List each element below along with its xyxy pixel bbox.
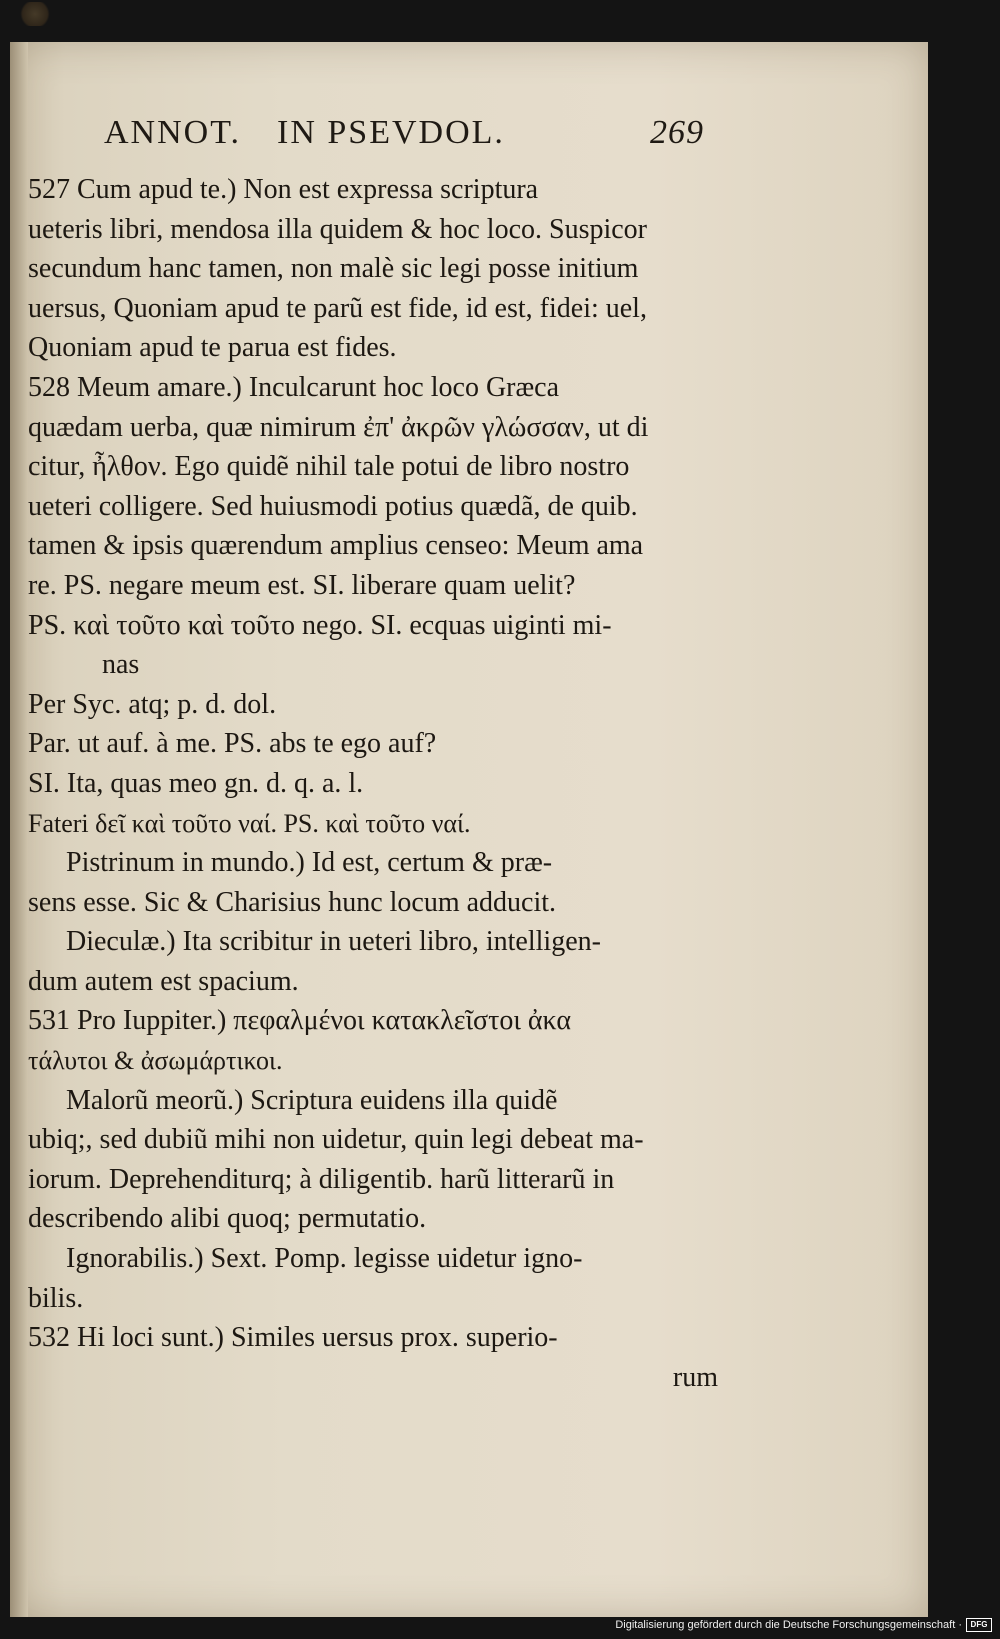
text-line: ueteri colligere. Sed huiusmodi potius quædã, de quib. bbox=[28, 490, 638, 522]
text-line: SI. Ita, quas meo gn. d. q. a. l. bbox=[28, 767, 364, 799]
page-number: 269 bbox=[650, 114, 704, 151]
text-line: tamen & ipsis quærendum amplius censeo: Meum ama bbox=[28, 530, 644, 562]
text-line: Par. ut auf. à me. PS. abs te ego auf? bbox=[28, 728, 437, 760]
text-line: Per Syc. atq; p. d. dol. bbox=[28, 688, 277, 720]
text-line: uersus, Quoniam apud te parũ est fide, id est, fidei: uel, bbox=[28, 292, 647, 324]
text-line: iorum. Deprehenditurq; à diligentib. harũ litterarũ in bbox=[28, 1163, 615, 1195]
text-line: Pistrinum in mundo.) Id est, certum & præ- bbox=[66, 847, 553, 879]
text-line: Dieculæ.) Ita scribitur in ueteri libro, intelligen- bbox=[66, 926, 601, 958]
corner-stain bbox=[18, 2, 52, 26]
text-line: PS. καὶ τοῦτο καὶ τοῦτο nego. SI. ecquas uiginti mi- bbox=[28, 609, 612, 641]
text-line: secundum hanc tamen, non malè sic legi posse initium bbox=[28, 253, 639, 285]
footer-text: Digitalisierung gefördert durch die Deutsche Forschungsgemeinschaft · bbox=[615, 1619, 962, 1631]
dfg-logo: DFG bbox=[966, 1618, 992, 1632]
text-line: sens esse. Sic & Charisius hunc locum adducit. bbox=[28, 886, 557, 918]
header-left: ANNOT. bbox=[104, 114, 241, 151]
text-line: dum autem est spacium. bbox=[28, 965, 299, 997]
body-text bbox=[28, 170, 728, 1397]
text-line: quædam uerba, quæ nimirum ἐπ' ἀκρῶν γλώσσαν, ut di bbox=[28, 411, 649, 443]
header-title: IN PSEVDOL. bbox=[277, 114, 505, 151]
text-line: Malorũ meorũ.) Scriptura euidens illa quidẽ bbox=[66, 1084, 558, 1116]
text-line: ubiq;, sed dubiũ mihi non uidetur, quin legi debeat ma- bbox=[28, 1124, 644, 1156]
text-line: rum bbox=[672, 1361, 718, 1393]
text-line: 527 Cum apud te.) Non est expressa scriptura bbox=[28, 174, 539, 205]
text-line: describendo alibi quoq; permutatio. bbox=[28, 1203, 427, 1235]
text-line: 532 Hi loci sunt.) Similes uersus prox. superio- bbox=[28, 1322, 558, 1354]
text-line: ueteris libri, mendosa illa quidem & hoc loco. Suspicor bbox=[28, 213, 647, 245]
text-line: Fateri δεῖ καὶ τοῦτο ναί. PS. καὶ τοῦτο ναί. bbox=[28, 808, 471, 838]
text-line: τάλυτοι & ἀσωμάρτικοι. bbox=[28, 1046, 283, 1076]
text-line: nas bbox=[102, 649, 140, 681]
text-line: Ignorabilis.) Sext. Pomp. legisse uidetur igno- bbox=[66, 1243, 583, 1275]
text-line: bilis. bbox=[28, 1282, 84, 1314]
footer-credit bbox=[615, 1615, 992, 1635]
text-line: citur, ἦλθον. Ego quidẽ nihil tale potui de libro nostro bbox=[28, 451, 630, 483]
text-line: 531 Pro Iuppiter.) πεφαλμένοι κατακλεῖστοι ἀκα bbox=[28, 1005, 572, 1037]
text-line: Quoniam apud te parua est fides. bbox=[28, 332, 397, 364]
text-line: 528 Meum amare.) Inculcarunt hoc loco Græca bbox=[28, 371, 560, 403]
running-header bbox=[92, 114, 704, 162]
text-line: re. PS. negare meum est. SI. liberare quam uelit? bbox=[28, 569, 576, 601]
